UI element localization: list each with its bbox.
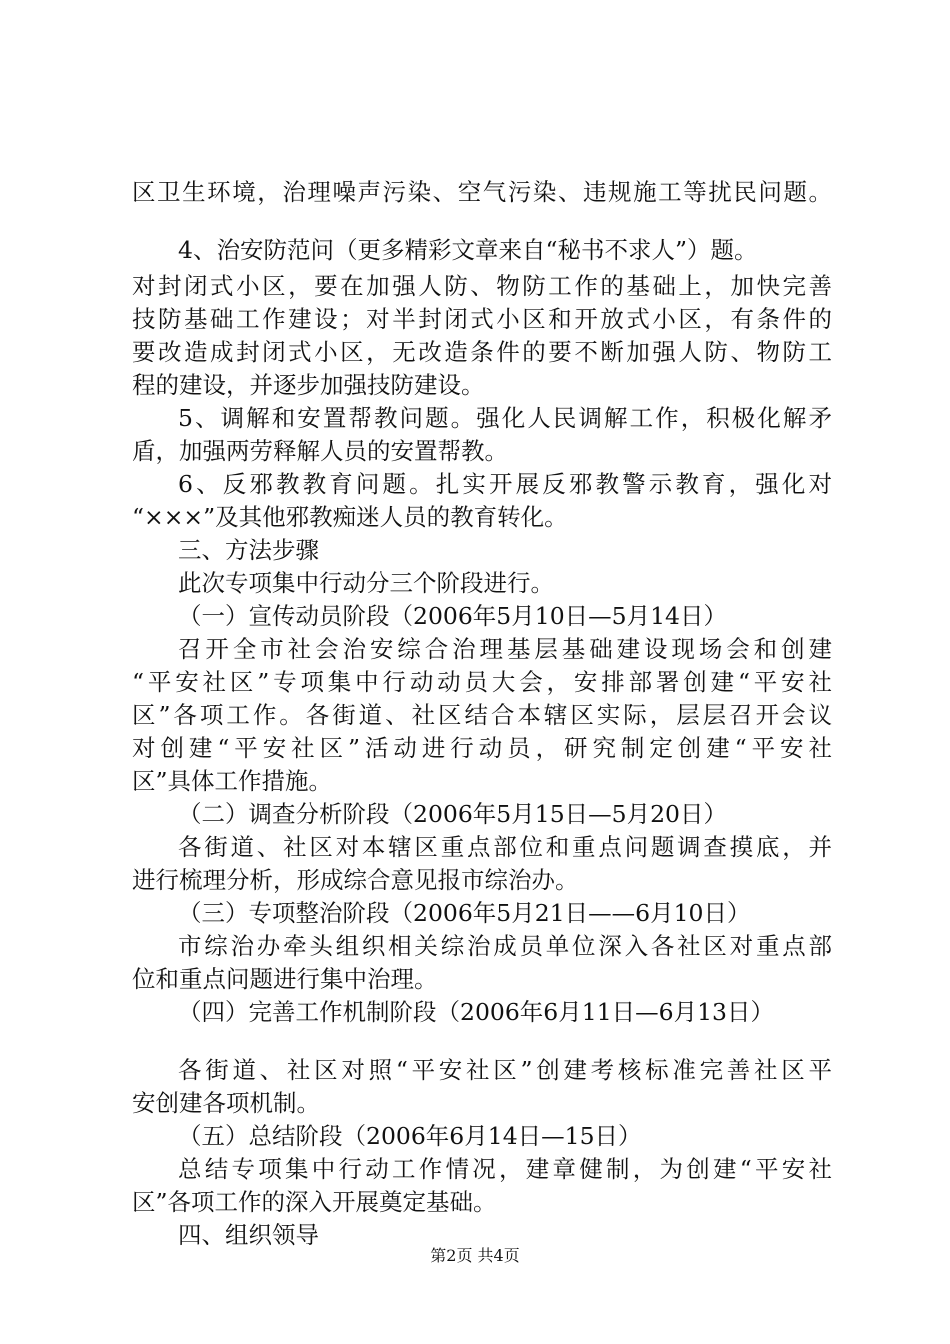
paragraph-line: 总结专项集中行动工作情况，建章健制，为创建“平安社 [178,1155,832,1183]
paragraph-line: 此次专项集中行动分三个阶段进行。 [178,569,554,597]
subsection-heading: （二）调查分析阶段（2006年5月15日—5月20日） [178,800,728,828]
paragraph-line: 位和重点问题进行集中治理。 [132,965,438,993]
paragraph-line: 5、调解和安置帮教问题。强化人民调解工作，积极化解矛 [178,404,832,432]
paragraph-line: 程的建设，并逐步加强技防建设。 [132,371,485,399]
paragraph-line: 各街道、社区对照“平安社区”创建考核标准完善社区平 [178,1056,832,1084]
subsection-heading: （一）宣传动员阶段（2006年5月10日—5月14日） [178,602,728,630]
paragraph-line: 区”具体工作措施。 [132,767,333,795]
paragraph-line: 要改造成封闭式小区，无改造条件的要不断加强人防、物防工 [132,338,832,366]
paragraph-line: 召开全市社会治安综合治理基层基础建设现场会和创建 [178,635,832,663]
paragraph-line: “×××”及其他邪教痴迷人员的教育转化。 [132,503,568,531]
subsection-heading: （四）完善工作机制阶段（2006年6月11日—6月13日） [178,998,775,1026]
page-number-footer: 第2页 共4页 [430,1246,520,1265]
paragraph-line: 区卫生环境，治理噪声污染、空气污染、违规施工等扰民问题。 [132,178,832,206]
paragraph-line: “平安社区”专项集中行动动员大会，安排部署创建“平安社 [132,668,832,696]
paragraph-line: 盾，加强两劳释解人员的安置帮教。 [132,437,508,465]
paragraph-line: 各街道、社区对本辖区重点部位和重点问题调查摸底，并 [178,833,832,861]
paragraph-line: 对封闭式小区，要在加强人防、物防工作的基础上，加快完善 [132,272,832,300]
section-heading: 四、组织领导 [178,1221,319,1249]
subsection-heading: （三）专项整治阶段（2006年5月21日——6月10日） [178,899,751,927]
paragraph-line: 进行梳理分析，形成综合意见报市综治办。 [132,866,579,894]
section-heading: 三、方法步骤 [178,536,319,564]
subsection-heading: （五）总结阶段（2006年6月14日—15日） [178,1122,642,1150]
paragraph-line: 区”各项工作。各街道、社区结合本辖区实际，层层召开会议 [132,701,832,729]
paragraph-line: 区”各项工作的深入开展奠定基础。 [132,1188,497,1216]
paragraph-line: 安创建各项机制。 [132,1089,320,1117]
paragraph-line: 4、治安防范问（更多精彩文章来自“秘书不求人”）题。 [178,236,758,264]
paragraph-line: 6、反邪教教育问题。扎实开展反邪教警示教育，强化对 [178,470,832,498]
paragraph-line: 市综治办牵头组织相关综治成员单位深入各社区对重点部 [178,932,832,960]
paragraph-line: 技防基础工作建设；对半封闭式小区和开放式小区，有条件的 [132,305,832,333]
paragraph-line: 对创建“平安社区”活动进行动员，研究制定创建“平安社 [132,734,832,762]
